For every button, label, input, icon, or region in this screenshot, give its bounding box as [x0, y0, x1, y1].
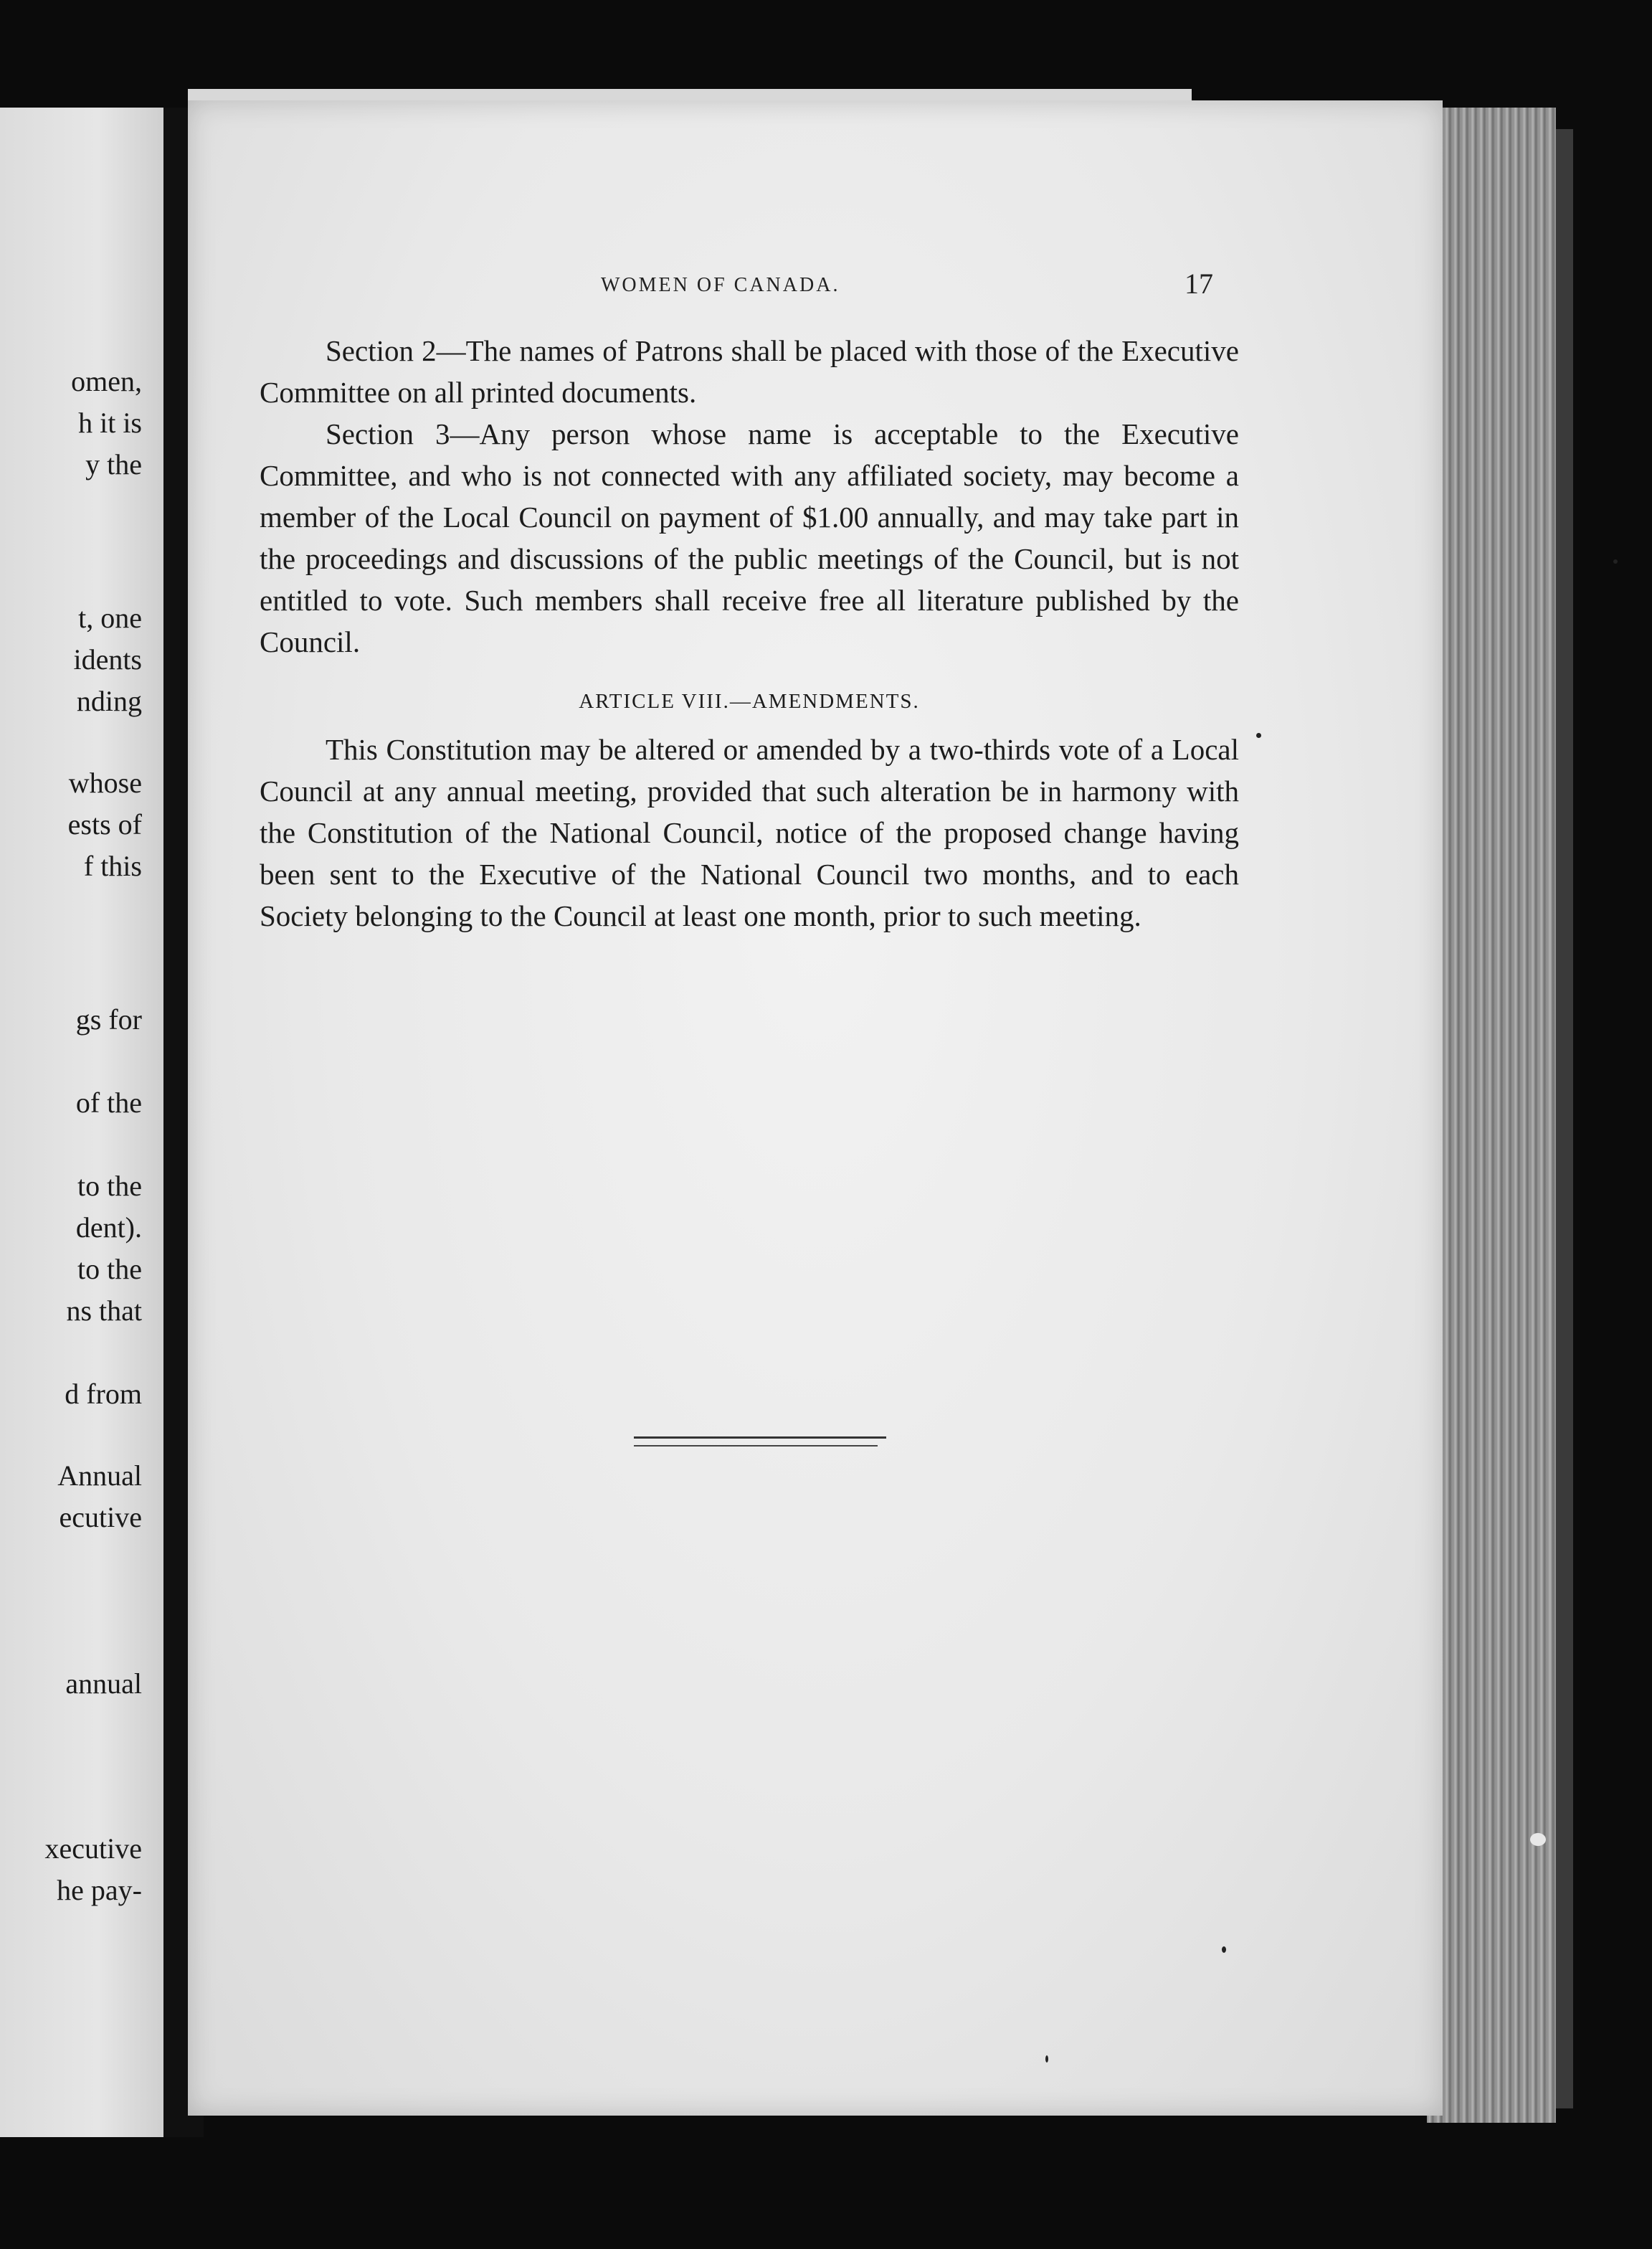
dust-speck: [1613, 559, 1618, 564]
left-page-line: ns that: [66, 1294, 142, 1327]
section-2-paragraph: Section 2—The names of Patrons shall be placed with those of the Executive Committee on all printed documents.: [260, 334, 1239, 409]
amendments-paragraph: This Constitution may be altered or amended by a two-thirds vote of a Local Council at any annual meeting, provided that such alteration be in harmony with the Constitution of the National Council, notice of the proposed change having been sent to the Executive of the National Council two months, and to each Society belonging to the Council at least one month, prior to such meeting.: [260, 733, 1239, 932]
left-page-line: whose: [68, 767, 142, 799]
dust-speck: [1256, 733, 1261, 738]
left-page-line: ecutive: [59, 1501, 142, 1533]
end-rule-upper: [634, 1436, 886, 1439]
left-page-line: idents: [73, 643, 142, 676]
left-page-line: f this: [83, 850, 142, 882]
end-rule-lower: [634, 1445, 878, 1447]
left-page-line: gs for: [75, 1003, 142, 1036]
page-edge-stack: [1427, 108, 1556, 2123]
left-page-line: to the: [77, 1170, 142, 1202]
left-page-line: to the: [77, 1253, 142, 1285]
left-page-line: h it is: [78, 407, 142, 439]
left-page-line: t, one: [78, 602, 142, 634]
dust-speck: [1222, 1946, 1226, 1953]
section-3-paragraph: Section 3—Any person whose name is acceptable to the Executive Committee, and who is not connected with any affiliated society, may become a member of the Local Council on payment of $1.00 annually, and may take part in the proceedings and discussions of the public meetings of the Council, but is not entitled to vote. Such members shall receive free all literature published by the Council.: [260, 417, 1239, 658]
left-page-line: of the: [75, 1086, 142, 1119]
left-page-line: annual: [65, 1667, 142, 1700]
dust-speck: [1045, 2055, 1048, 2063]
book-cover-edge: [1556, 129, 1573, 2108]
running-head: WOMEN OF CANADA.: [601, 274, 840, 296]
left-page-line: xecutive: [44, 1832, 142, 1865]
left-page-line: ests of: [67, 808, 142, 841]
facing-page-left: [0, 108, 163, 2137]
left-page-line: omen,: [71, 365, 142, 397]
left-page-line: nding: [76, 685, 142, 717]
left-page-line: d from: [65, 1378, 142, 1410]
paper-flaw: [1530, 1833, 1546, 1846]
page-body: [260, 330, 1239, 937]
article-heading: ARTICLE VIII.—AMENDMENTS.: [579, 690, 920, 713]
left-page-line: y the: [85, 448, 142, 480]
left-page-line: Annual: [57, 1459, 142, 1492]
page-top-edge: [188, 89, 1192, 100]
left-page-line: dent).: [75, 1211, 142, 1244]
left-page-line: he pay-: [57, 1874, 142, 1906]
page-number: 17: [1185, 267, 1213, 300]
